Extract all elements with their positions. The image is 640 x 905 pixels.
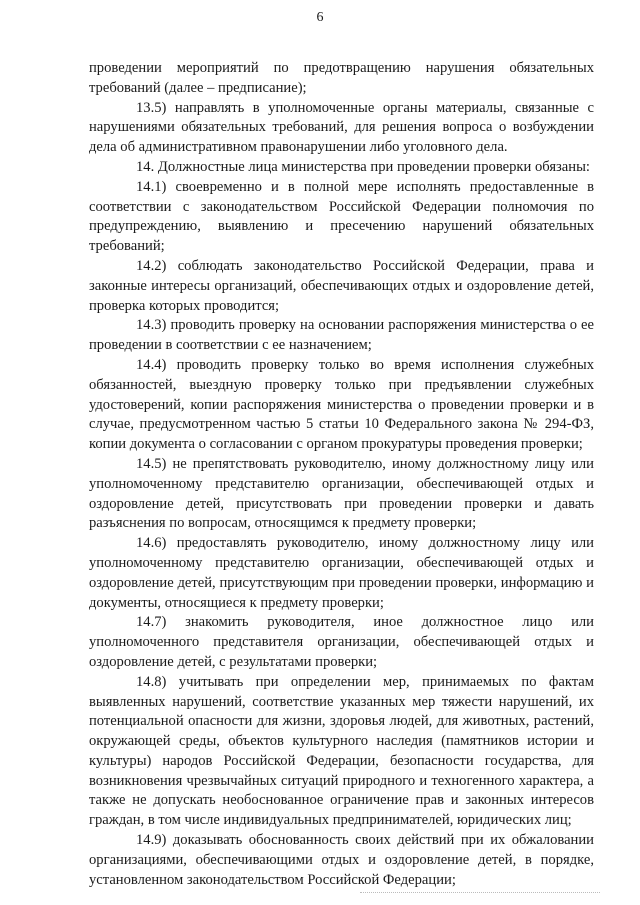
paragraph-14-4: 14.4) проводить проверку только во время исполнения служебных обязанностей, выездную проверку только при предъявлении служебных удостоверений, копии распоряжения министерства о проведении проверки и в случае, предусмотренном частью 5 статьи 10 Федерального закона № 294-ФЗ, копии документа о согласовании с органом прокуратуры проведения проверки; — [89, 356, 594, 453]
paragraph-14-7: 14.7) знакомить руководителя, иное должностное лицо или уполномоченного представителя организации, обеспечивающей отдых и оздоровление детей, с результатами проверки; — [89, 614, 594, 670]
paragraph-14-8: 14.8) учитывать при определении мер, принимаемых по фактам выявленных нарушений, соответствие указанных мер тяжести нарушений, их потенциальной опасности для жизни, здоровья людей, для животных, растений, окружающей среды, объектов культурного наследия (памятников истории и культуры) народов Российской Федерации, безопасности государства, для возникновения чрезвычайных ситуаций природного и техногенного характера, а также не допускать необоснованное ограничение прав и законных интересов граждан, в том числе индивидуальных предпринимателей, юридических лиц; — [89, 673, 594, 829]
paragraph-14-6: 14.6) предоставлять руководителю, иному должностному лицу или уполномоченному представителю организации, обеспечивающей отдых и оздоровление детей, присутствующим при проведении проверки, информацию и документы, относящиеся к предмету проверки; — [89, 535, 594, 611]
paragraph-14-2: 14.2) соблюдать законодательство Российской Федерации, права и законные интересы организаций, обеспечивающих отдых и оздоровление детей, проверка которых проводится; — [89, 257, 594, 314]
paragraph-14: 14. Должностные лица министерства при проведении проверки обязаны: — [136, 158, 590, 175]
paragraph-13-5: 13.5) направлять в уполномоченные органы материалы, связанные с нарушениями обязательных требований, для решения вопроса о возбуждении дела об административном правонарушении либо уголовного дела. — [89, 99, 594, 156]
page-bottom-rule — [360, 892, 600, 893]
paragraph-14-5: 14.5) не препятствовать руководителю, иному должностному лицу или уполномоченному представителю организации, обеспечивающей отдых и оздоровление детей, присутствовать при проведении проверки и давать разъяснения по вопросам, относящимся к предмету проверки; — [89, 455, 594, 532]
document-body — [89, 59, 594, 890]
paragraph-14-9: 14.9) доказывать обоснованность своих действий при их обжаловании организациями, обеспечивающими отдых и оздоровление детей, в порядке, установленном законодательством Российской Федерации; — [89, 832, 594, 888]
paragraph-14-3: 14.3) проводить проверку на основании распоряжения министерства о ее проведении в соответствии с ее назначением; — [89, 317, 594, 354]
page-number: 6 — [316, 10, 324, 25]
paragraph-14-1: 14.1) своевременно и в полной мере исполнять предоставленные в соответствии с законодательством Российской Федерации полномочия по предупреждению, выявлению и пресечению нарушений обязательных требований; — [89, 178, 594, 255]
paragraph-13-4-continuation: проведении мероприятий по предотвращению нарушения обязательных требований (далее – предписание); — [89, 60, 594, 96]
